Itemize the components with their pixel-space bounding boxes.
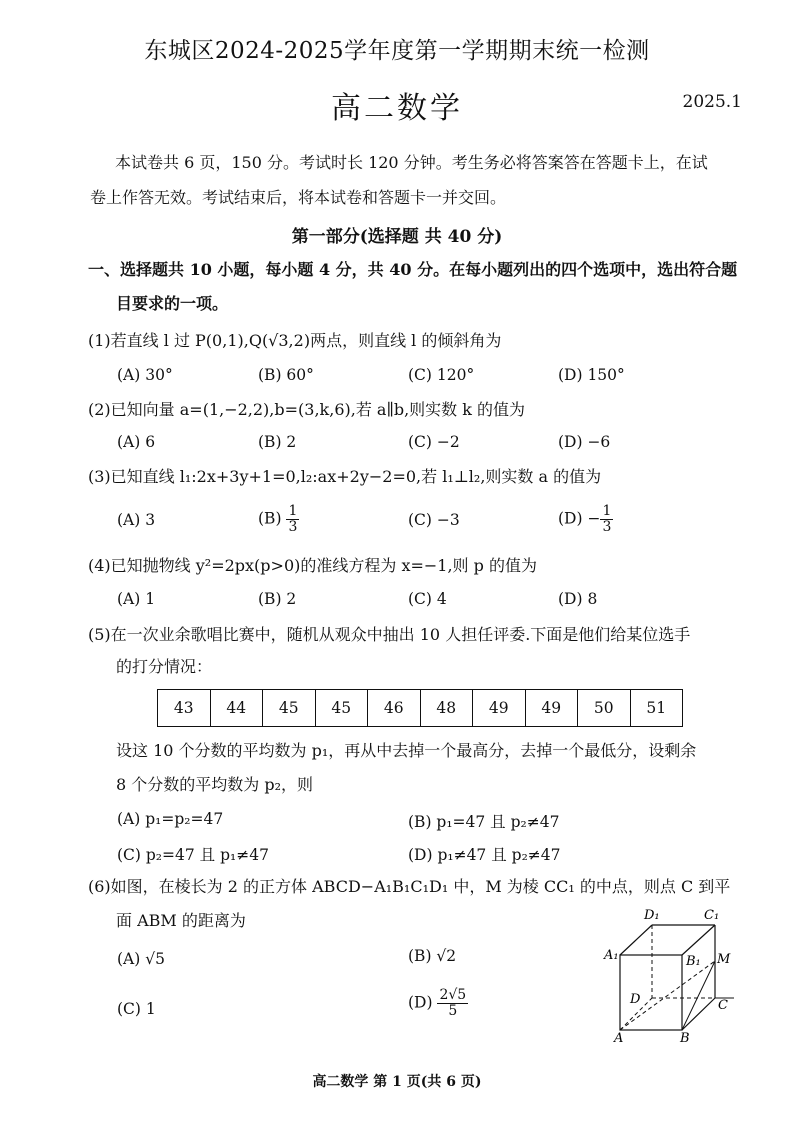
q6-option-a: (A) √5 xyxy=(117,950,165,968)
q5-option-a: (A) p₁=p₂=47 xyxy=(117,810,224,828)
q3-option-d-label: (D) − xyxy=(558,509,601,528)
score-cell: 44 xyxy=(210,690,263,727)
score-cell: 45 xyxy=(263,690,316,727)
part1-heading: 第一部分(选择题 共 40 分) xyxy=(291,227,503,247)
label-d1: D₁ xyxy=(644,908,660,923)
q6-option-d-label: (D) xyxy=(408,993,433,1012)
score-cell: 49 xyxy=(473,690,526,727)
cube-figure xyxy=(600,903,750,1043)
instructions-line-1: 本试卷共 6 页，150 分。考试时长 120 分钟。考生务必将答案答在答题卡上，在试 xyxy=(115,153,708,172)
score-cell: 45 xyxy=(315,690,368,727)
fraction-denominator: 5 xyxy=(448,1003,458,1019)
q3-option-b-fraction xyxy=(286,504,299,535)
q5-stem-line-2: 的打分情况： xyxy=(116,657,213,676)
label-a: A xyxy=(614,1031,624,1043)
q4-stem: (4)已知抛物线 y²=2px(p>0)的准线方程为 x=−1,则 p 的值为 xyxy=(88,556,537,575)
score-cell: 48 xyxy=(420,690,473,727)
label-b1: B₁ xyxy=(686,954,701,969)
q1-option-b: (B) 60° xyxy=(258,366,314,384)
q2-option-d: (D) −6 xyxy=(558,433,611,451)
edge-bc xyxy=(682,998,715,1030)
q3-option-c: (C) −3 xyxy=(408,511,460,529)
score-cell: 46 xyxy=(368,690,421,727)
fraction-denominator: 3 xyxy=(288,519,298,535)
page-footer: 高二数学 第 1 页(共 6 页) xyxy=(312,1074,482,1090)
score-cell: 43 xyxy=(158,690,211,727)
part1-intro-line-2: 目要求的一项。 xyxy=(116,294,229,313)
q4-option-a: (A) 1 xyxy=(117,590,156,608)
label-d: D xyxy=(630,992,641,1007)
q5-option-d: (D) p₁≠47 且 p₂≠47 xyxy=(408,846,561,864)
q4-option-d: (D) 8 xyxy=(558,590,598,608)
q5-after-line-1: 设这 10 个分数的平均数为 p₁，再从中去掉一个最高分，去掉一个最低分，设剩余 xyxy=(116,741,697,760)
q6-option-c: (C) 1 xyxy=(117,1000,156,1018)
score-cell: 49 xyxy=(525,690,578,727)
q3-option-b-label: (B) xyxy=(258,509,282,528)
q3-option-a: (A) 3 xyxy=(117,511,156,529)
part1-intro-line-1: 一、选择题共 10 小题，每小题 4 分，共 40 分。在每小题列出的四个选项中，选出符合题 xyxy=(88,260,738,279)
label-b: B xyxy=(680,1031,690,1043)
q4-option-c: (C) 4 xyxy=(408,590,447,608)
q6-option-d xyxy=(408,988,468,1019)
q5-stem-line-1: (5)在一次业余歌唱比赛中，随机从观众中抽出 10 人担任评委.下面是他们给某位选手 xyxy=(88,625,691,644)
q6-option-d-fraction xyxy=(437,988,468,1019)
fraction-numerator: 1 xyxy=(602,503,612,519)
label-m: M xyxy=(717,952,731,967)
exam-title: 东城区2024-2025学年度第一学期期末统一检测 xyxy=(144,38,650,64)
exam-date: 2025.1 xyxy=(682,92,742,112)
q1-option-a: (A) 30° xyxy=(117,366,173,384)
table-row xyxy=(158,690,683,727)
q1-option-d: (D) 150° xyxy=(558,366,625,384)
edge-b1c1 xyxy=(682,925,715,955)
q5-option-b: (B) p₁=47 且 p₂≠47 xyxy=(408,813,560,831)
score-cell: 50 xyxy=(578,690,631,727)
score-table xyxy=(157,689,683,727)
line-bm xyxy=(682,961,715,1030)
q6-stem-line-2: 面 ABM 的距离为 xyxy=(116,911,246,930)
q5-option-c: (C) p₂=47 且 p₁≠47 xyxy=(117,846,269,864)
fraction-numerator: 1 xyxy=(288,503,298,519)
q3-stem: (3)已知直线 l₁:2x+3y+1=0,l₂:ax+2y−2=0,若 l₁⊥l₂,则实数 a 的值为 xyxy=(88,467,602,486)
q6-stem-line-1: (6)如图，在棱长为 2 的正方体 ABCD−A₁B₁C₁D₁ 中，M 为棱 CC₁ 的中点，则点 C 到平 xyxy=(88,877,731,896)
q3-option-d-fraction xyxy=(600,504,613,535)
q1-stem: (1)若直线 l 过 P(0,1),Q(√3,2)两点，则直线 l 的倾斜角为 xyxy=(88,331,502,350)
q3-option-d xyxy=(558,504,613,535)
label-c1: C₁ xyxy=(704,908,720,923)
q5-after-line-2: 8 个分数的平均数为 p₂，则 xyxy=(116,775,314,794)
subject-title: 高二数学 xyxy=(331,91,463,126)
label-a1: A₁ xyxy=(604,948,619,963)
edge-a1d1 xyxy=(620,925,652,955)
fraction-denominator: 3 xyxy=(602,519,612,535)
q2-option-a: (A) 6 xyxy=(117,433,156,451)
label-c: C xyxy=(718,998,728,1013)
instructions-line-2: 卷上作答无效。考试结束后，将本试卷和答题卡一并交回。 xyxy=(90,188,507,207)
q6-option-b: (B) √2 xyxy=(408,947,457,965)
q3-option-b xyxy=(258,504,299,535)
q4-option-b: (B) 2 xyxy=(258,590,297,608)
q2-option-c: (C) −2 xyxy=(408,433,460,451)
score-cell: 51 xyxy=(630,690,683,727)
q2-option-b: (B) 2 xyxy=(258,433,297,451)
q1-option-c: (C) 120° xyxy=(408,366,475,384)
q2-stem: (2)已知向量 a=(1,−2,2),b=(3,k,6),若 a∥b,则实数 k 的值为 xyxy=(88,400,526,419)
fraction-numerator: 2√5 xyxy=(439,987,467,1003)
